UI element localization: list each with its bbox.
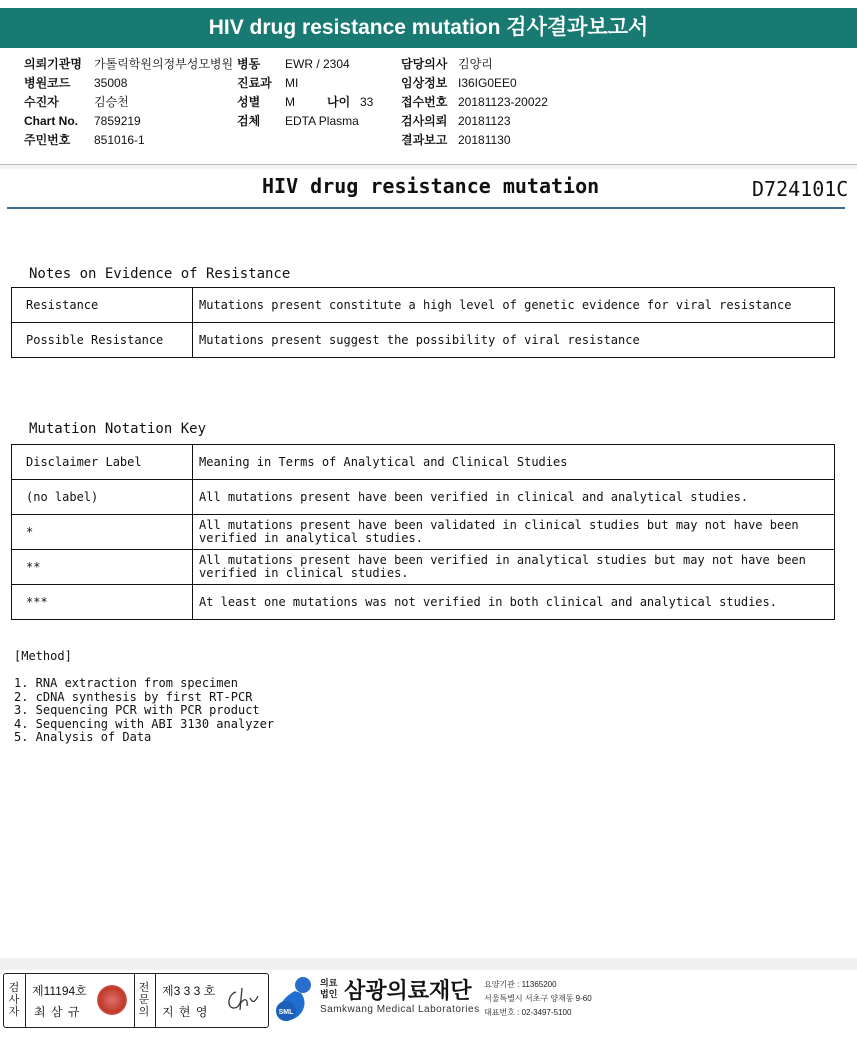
corp-english-name: Samkwang Medical Laboratories xyxy=(320,1004,480,1015)
contact-address: 서울특별시 서초구 양재동 9-60 xyxy=(484,994,592,1003)
method-steps xyxy=(14,677,274,745)
info-column-middle xyxy=(237,55,373,131)
table-row xyxy=(12,445,835,480)
table-row xyxy=(12,515,835,550)
hospital-code-value: 35008 xyxy=(94,76,128,90)
report-date-value: 20181130 xyxy=(458,133,511,147)
evidence-text-cell: Mutations present suggest the possibility of viral resistance xyxy=(193,323,835,358)
request-date-label: 검사의뢰 xyxy=(401,114,448,128)
inspector-name: 최 삼 규 xyxy=(34,1005,81,1019)
corp-type-line-1: 의료 xyxy=(320,978,338,988)
notation-text-cell: All mutations present have been verified in analytical studies but may not have been verified in clinical studies. xyxy=(193,550,835,585)
age-label: 나이 xyxy=(327,95,351,109)
report-header-title: HIV drug resistance mutation 검사결과보고서 xyxy=(0,8,857,48)
sml-logo-text: SML xyxy=(278,1009,294,1016)
chart-no-label: Chart No. xyxy=(24,114,78,128)
inspector-license-no: 제11194호 xyxy=(32,984,87,998)
evidence-table xyxy=(11,287,835,358)
table-row xyxy=(12,550,835,585)
resident-no-value: 851016-1 xyxy=(94,133,145,147)
signature-box xyxy=(3,973,269,1028)
ward-label: 병동 xyxy=(237,57,261,71)
method-step: 2. cDNA synthesis by first RT-PCR xyxy=(14,689,253,704)
method-step: 3. Sequencing PCR with PCR product xyxy=(14,703,260,717)
dept-label: 진료과 xyxy=(237,76,272,90)
method-heading: [Method] xyxy=(14,649,72,663)
sml-logo-icon xyxy=(273,975,315,1023)
specimen-value: EDTA Plasma xyxy=(285,114,359,128)
age-value: 33 xyxy=(360,95,374,109)
sex-value: M xyxy=(285,95,295,109)
notation-heading: Mutation Notation Key xyxy=(29,421,207,437)
notation-text-cell: At least one mutations was not verified in both clinical and analytical studies. xyxy=(193,585,835,620)
report-date-label: 결과보고 xyxy=(401,133,448,147)
info-column-left xyxy=(24,55,233,150)
ward-value: EWR / 2304 xyxy=(285,57,350,71)
doctor-value: 김양리 xyxy=(458,57,493,71)
method-step: 1. RNA extraction from specimen xyxy=(14,676,238,690)
inspector-vertical-label: 검 사 자 xyxy=(8,982,20,1018)
method-step: 5. Analysis of Data xyxy=(14,730,152,744)
patient-value: 김승천 xyxy=(94,95,129,109)
sex-label: 성별 xyxy=(237,95,261,109)
institution-value: 가톨릭학원의정부성모병원 xyxy=(94,57,234,71)
notation-label-cell: *** xyxy=(12,585,193,620)
doctor-label: 담당의사 xyxy=(401,57,448,71)
sig-divider xyxy=(134,974,135,1027)
hospital-code-label: 병원코드 xyxy=(24,76,71,90)
method-step: 4. Sequencing with ABI 3130 analyzer xyxy=(14,716,275,731)
clinical-info-value: I36IG0EE0 xyxy=(458,76,517,90)
report-code: D724101C xyxy=(752,177,849,201)
corp-type-line-2: 법인 xyxy=(320,989,338,999)
evidence-label-cell: Possible Resistance xyxy=(12,323,193,358)
notation-label-cell: * xyxy=(12,515,193,550)
receipt-no-label: 접수번호 xyxy=(401,95,448,109)
notation-label-cell: (no label) xyxy=(12,480,193,515)
notation-text-cell: Meaning in Terms of Analytical and Clinical Studies xyxy=(193,445,835,480)
evidence-text-cell: Mutations present constitute a high level of genetic evidence for viral resistance xyxy=(193,288,835,323)
table-row xyxy=(12,323,835,358)
corp-name: 삼광의료재단 xyxy=(344,978,472,1003)
notation-text-cell: All mutations present have been verified in clinical and analytical studies. xyxy=(193,480,835,515)
chart-no-value: 7859219 xyxy=(94,114,141,128)
notation-label-cell: ** xyxy=(12,550,193,585)
evidence-label-cell: Resistance xyxy=(12,288,193,323)
notation-label-cell: Disclaimer Label xyxy=(12,445,193,480)
inspector-seal-icon xyxy=(97,985,127,1015)
specialist-license-no: 제3 3 3 호 xyxy=(162,984,216,998)
specialist-vertical-label: 전 문 의 xyxy=(138,982,150,1018)
notation-text-cell: All mutations present have been validated in clinical studies but may not have been verified in analytical studies. xyxy=(193,515,835,550)
header-divider-shade xyxy=(0,165,857,169)
sig-divider xyxy=(25,974,26,1027)
table-row xyxy=(12,480,835,515)
specialist-name: 지 현 영 xyxy=(162,1005,209,1019)
specimen-label: 검체 xyxy=(237,114,261,128)
resident-no-label: 주민번호 xyxy=(24,133,71,147)
request-date-value: 20181123 xyxy=(458,114,511,128)
info-column-right xyxy=(401,55,548,150)
header-divider xyxy=(0,154,857,165)
table-row xyxy=(12,585,835,620)
institution-label: 의뢰기관명 xyxy=(24,57,82,71)
specialist-signature-icon xyxy=(224,984,262,1016)
evidence-heading: Notes on Evidence of Resistance xyxy=(29,266,291,282)
patient-label: 수진자 xyxy=(24,95,59,109)
receipt-no-value: 20181123-20022 xyxy=(458,95,548,109)
contact-institution-code: 요양기관 : 11365200 xyxy=(484,980,557,989)
notation-table xyxy=(11,444,835,620)
sig-divider xyxy=(155,974,156,1027)
table-row xyxy=(12,288,835,323)
report-title-underline xyxy=(7,207,845,209)
contact-phone: 대표번호 : 02-3497-5100 xyxy=(484,1008,572,1017)
footer-divider xyxy=(0,958,857,970)
report-title: HIV drug resistance mutation xyxy=(262,174,600,198)
dept-value: MI xyxy=(285,76,299,90)
clinical-info-label: 임상정보 xyxy=(401,76,448,90)
